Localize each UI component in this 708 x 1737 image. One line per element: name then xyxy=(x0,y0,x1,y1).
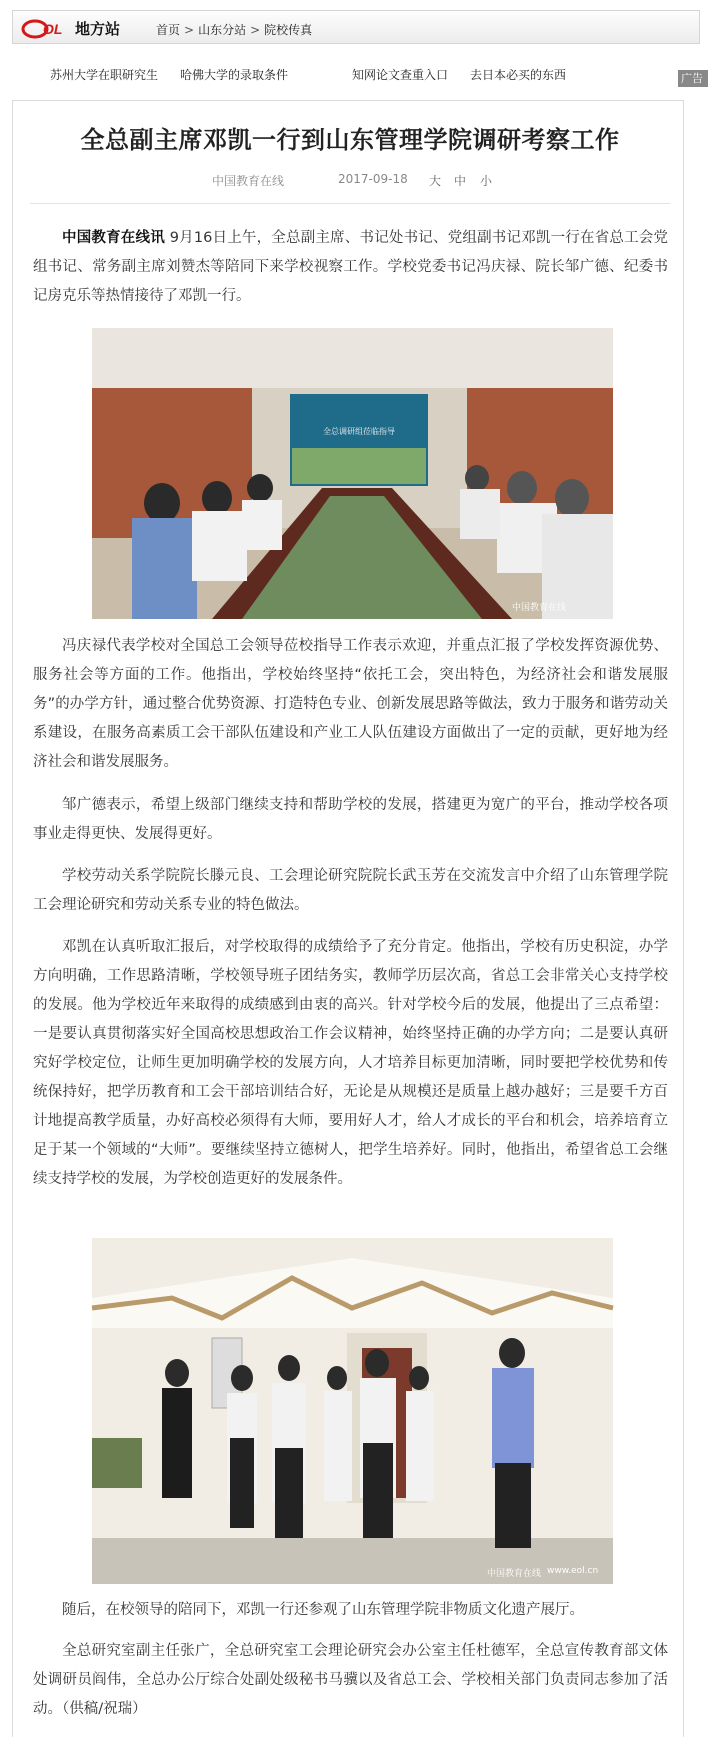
ad-link-3[interactable]: 知网论文查重入口 xyxy=(352,68,449,82)
paragraph-5: 邓凯在认真听取汇报后，对学校取得的成绩给予了充分肯定。他指出，学校有历史积淀，办学方向明确，工作思路清晰，学校领导班子团结务实，教师学历层次高，省总工会非常关心支持学校的发展。他为学校近年来取得的成绩感到由衷的高兴。针对学校今后的发展，他提出了三点希望：一是要认真贯彻落实好全国高校思想政治工作会议精神，始终坚持正确的办学方向；二是要认真研究好学校定位，让师生更加明确学校的发展方向，人才培养目标更加清晰，同时要把学校优势和传统保持好，把学历教育和工会干部培训结合好，无论是从规模还是质量上越办越好；三是要千方百计地提高教学质量，办好高校必须得有大师，要用好人才，给人才成长的平台和机会，培养培育立足于某一个领域的“大师”。要继续坚持立德树人，把学生培养好。同时，他指出，希望省总工会继续支持学校的发展，为学校创造更好的发展条件。 xyxy=(33,939,668,1187)
breadcrumb-home-link[interactable]: 首页 xyxy=(156,23,181,37)
meeting-photo xyxy=(92,328,613,619)
paragraph-3: 邹广德表示，希望上级部门继续支持和帮助学校的发展，搭建更为宽广的平台，推动学校各项事业走得更快、发展得更好。 xyxy=(33,797,668,842)
breadcrumb-separator: > xyxy=(250,23,261,37)
paragraph-7: 全总研究室副主任张广，全总研究室工会理论研究会办公室主任杜德军，全总宣传教育部文体处调研员阎伟，全总办公厅综合处副处级秘书马骥以及省总工会、学校相关部门负责同志参加了活动。（供稿/祝瑞） xyxy=(33,1643,668,1717)
breadcrumb-college-link[interactable]: 院校传真 xyxy=(264,23,313,37)
article-title: 全总副主席邓凯一行到山东管理学院调研考察工作 xyxy=(80,126,620,154)
photo-watermark: 中国教育在线 xyxy=(487,1569,542,1579)
paragraph-6: 随后，在校领导的陪同下，邓凯一行还参观了山东管理学院非物质文化遗产展厅。 xyxy=(62,1602,584,1618)
photo-watermark: 中国教育在线 xyxy=(512,603,567,613)
top-nav-bar xyxy=(12,10,700,44)
font-size-medium-button[interactable]: 中 xyxy=(454,174,467,188)
paragraph-1-text: 9月16日上午，全总副主席、书记处书记、党组副书记邓凯一行在省总工会党组书记、常务副主席刘赞杰等陪同下来学校视察工作。学校党委书记冯庆禄、院长邹广德、纪委书记房克乐等热情接待了邓凯一行。 xyxy=(33,230,668,304)
lead-source: 中国教育在线讯 xyxy=(62,230,165,246)
ad-badge: 广告 xyxy=(678,70,708,87)
screen-caption: 全总调研组莅临指导 xyxy=(323,427,395,436)
ad-link-4[interactable]: 去日本必买的东西 xyxy=(470,68,567,82)
breadcrumb xyxy=(156,21,316,38)
breadcrumb-separator: > xyxy=(184,23,195,37)
article-source: 中国教育在线 xyxy=(212,174,285,188)
ad-link-2[interactable]: 哈佛大学的录取条件 xyxy=(180,68,289,82)
breadcrumb-shandong-link[interactable]: 山东分站 xyxy=(198,23,247,37)
font-size-large-button[interactable]: 大 xyxy=(429,174,442,188)
eol-logo[interactable] xyxy=(21,17,71,39)
title-divider xyxy=(30,203,670,204)
paragraph-1 xyxy=(33,224,668,311)
ad-link-1[interactable]: 苏州大学在职研究生 xyxy=(50,68,159,82)
article-date: 2017-09-18 xyxy=(338,172,408,186)
site-section-title: 地方站 xyxy=(75,20,121,38)
paragraph-2: 冯庆禄代表学校对全国总工会领导莅校指导工作表示欢迎，并重点汇报了学校发挥资源优势、服务社会等方面的工作。他指出，学校始终坚持“依托工会，突出特色，为经济社会和谐发展服务”的办学方针，通过整合优势资源、打造特色专业、创新发展思路等做法，致力于服务和谐劳动关系建设，在服务高素质工会干部队伍建设和产业工人队伍建设方面做出了一定的贡献，更好地为经济社会和谐发展服务。 xyxy=(33,638,668,770)
paragraph-4: 学校劳动关系学院院长滕元良、工会理论研究院院长武玉芳在交流发言中介绍了山东管理学院工会理论研究和劳动关系专业的特色做法。 xyxy=(33,868,668,913)
font-size-small-button[interactable]: 小 xyxy=(480,174,493,188)
exhibition-photo xyxy=(92,1238,613,1584)
photo-watermark-url: www.eol.cn xyxy=(547,1566,599,1576)
svg-text:OL: OL xyxy=(43,21,63,37)
